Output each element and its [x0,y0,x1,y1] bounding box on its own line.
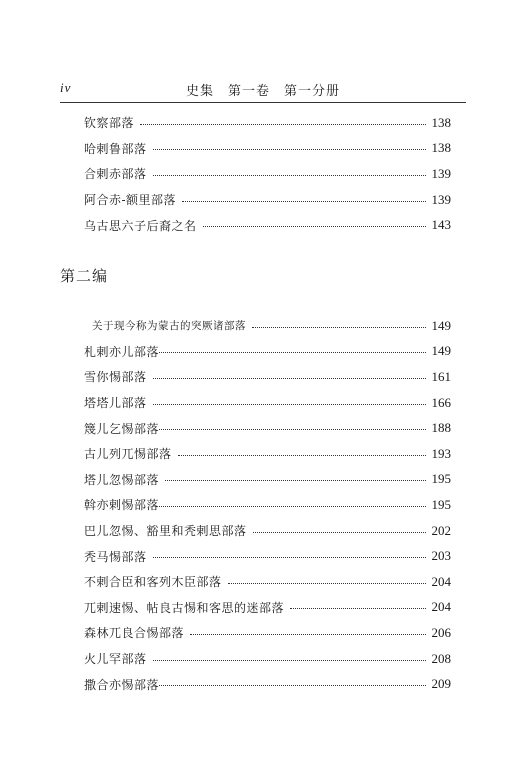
toc-entry-page: 209 [431,676,451,692]
toc-entry-page: 143 [431,217,451,233]
toc-entry-title: 火儿罕部落 [84,652,147,667]
toc-entry[interactable] [84,136,451,162]
dot-leader [190,633,425,635]
toc-entry-title: 阿合赤-额里部落 [84,193,177,208]
dot-leader [228,582,426,584]
page-number: iv [60,80,72,95]
toc-entry-title: 巴儿忽惕、豁里和秃剌思部落 [84,524,247,539]
dot-leader [178,454,426,456]
toc-entry-page: 149 [431,343,451,359]
toc-entry[interactable] [84,467,451,493]
toc-entry[interactable] [84,492,451,518]
toc-entry-title: 篾儿乞惕部落 [84,421,160,436]
toc-entry[interactable] [84,595,451,621]
toc-entry-title: 哈剌鲁部落 [84,141,147,156]
toc-entry[interactable] [84,415,451,441]
toc-entry-page: 204 [431,599,451,615]
toc-entry-page: 161 [431,368,451,384]
toc-entry-page: 195 [431,471,451,487]
toc-entry[interactable] [84,441,451,467]
dot-leader [153,148,426,150]
toc-entry-title: 塔儿忽惕部落 [84,472,160,487]
toc-entry[interactable] [84,620,451,646]
toc-entry-page: 188 [431,420,451,436]
toc-entry-page: 208 [431,650,451,666]
toc-entry[interactable] [84,364,451,390]
toc-entry[interactable] [84,518,451,544]
dot-leader [159,505,425,507]
dot-leader [290,607,425,609]
dot-leader [203,225,426,227]
toc-entry-title: 古儿列兀惕部落 [84,447,172,462]
toc-entry-page: 138 [431,140,451,156]
toc-entry-title: 撒合亦惕部落 [84,677,160,692]
toc-entry-title: 札剌亦儿部落 [84,344,160,359]
toc-entry-title: 钦察部落 [84,116,135,131]
toc-entry-title: 斡亦剌惕部落 [84,498,160,513]
toc-entry[interactable] [84,543,451,569]
toc-entry-title: 不剌合臣和客列木臣部落 [84,575,222,590]
toc-entry-page: 138 [431,114,451,130]
toc-entry-title: 秃马惕部落 [84,549,147,564]
toc-entry[interactable] [84,569,451,595]
toc-entry-page: 203 [431,548,451,564]
toc-entry[interactable] [84,390,451,416]
dot-leader [153,556,426,558]
toc-entry-page: 166 [431,394,451,410]
dot-leader [153,377,426,379]
dot-leader [153,659,426,661]
toc-entry-title: 关于现今称为蒙古的突厥诸部落 [92,320,246,333]
toc-entry-page: 206 [431,624,451,640]
dot-leader [165,479,425,481]
dot-leader [159,351,425,353]
toc-entry-page: 204 [431,573,451,589]
section-heading: 第二编 [60,267,109,285]
dot-leader [153,403,426,405]
running-header [60,80,466,100]
toc-entry[interactable] [84,187,451,213]
toc-entry-title: 雪你惕部落 [84,370,147,385]
toc-entry-title: 乌古思六子后裔之名 [84,218,197,233]
toc-list-part1 [84,110,451,238]
toc-list-part2 [84,313,451,697]
toc-entry[interactable] [84,313,451,339]
toc-entry-title: 合剌赤部落 [84,167,147,182]
dot-leader [182,200,425,202]
toc-entry[interactable] [84,110,451,136]
dot-leader [153,174,426,176]
toc-entry-title: 森林兀良合惕部落 [84,626,185,641]
running-title: 史集 第一卷 第一分册 [185,84,340,99]
toc-entry[interactable] [84,339,451,365]
toc-entry-title: 塔塔儿部落 [84,396,147,411]
toc-entry-page: 202 [431,522,451,538]
toc-entry[interactable] [84,212,451,238]
dot-leader [159,684,425,686]
dot-leader [159,428,425,430]
toc-entry[interactable] [84,646,451,672]
toc-entry[interactable] [84,161,451,187]
dot-leader [252,326,426,328]
toc-entry-page: 193 [431,445,451,461]
toc-entry-title: 兀剌速惕、帖良古惕和客思的迷部落 [84,600,285,615]
dot-leader [253,531,426,533]
toc-entry-page: 139 [431,191,451,207]
toc-entry[interactable] [84,671,451,697]
header-rule [60,102,466,103]
dot-leader [140,123,425,125]
toc-entry-page: 139 [431,165,451,181]
toc-entry-page: 149 [431,317,451,333]
toc-entry-page: 195 [431,496,451,512]
